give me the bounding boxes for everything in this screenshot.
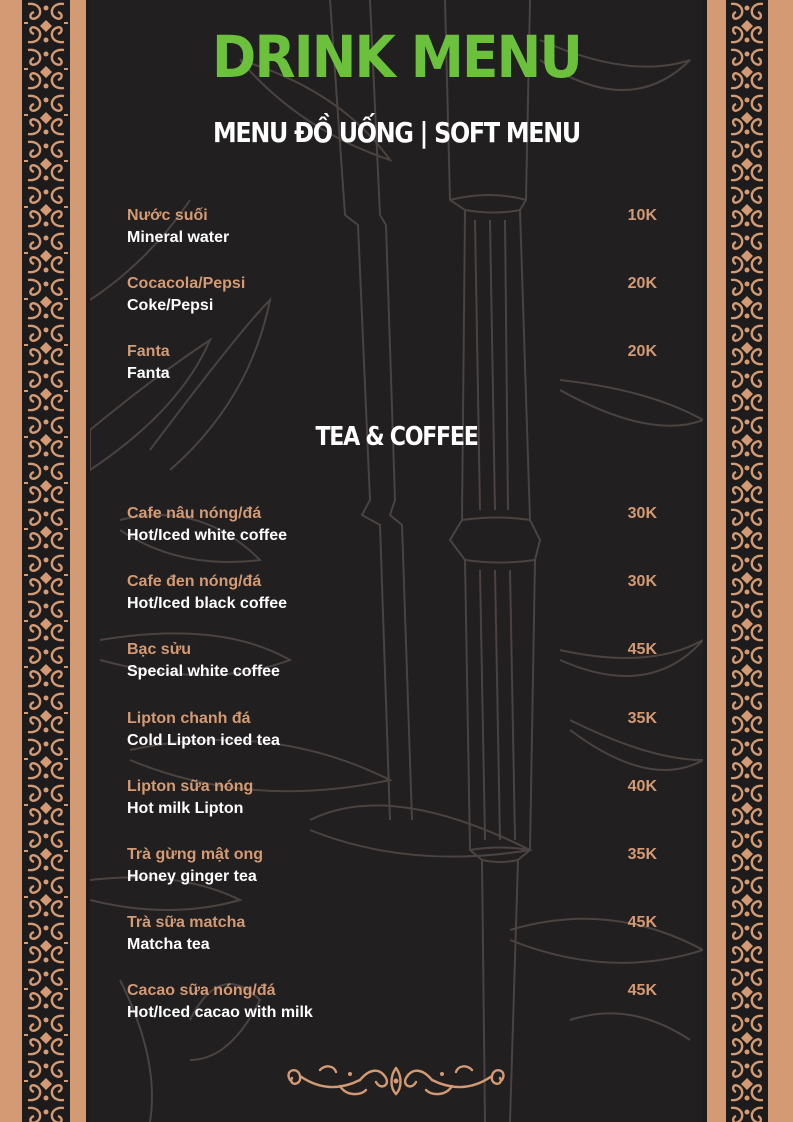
item-name-vn: Cafe nâu nóng/đá	[127, 505, 262, 522]
page-title: DRINK MENU	[212, 23, 581, 91]
ornamental-border-icon	[22, 0, 70, 1122]
item-price: 30K	[627, 505, 657, 522]
item-name-en: Hot/Iced black coffee	[127, 595, 288, 612]
item-price: 40K	[627, 778, 657, 795]
ornamental-border-icon	[726, 0, 768, 1122]
left-ornamental-border	[22, 0, 70, 1122]
menu-item	[127, 503, 657, 547]
item-name-vn: Lipton chanh đá	[127, 710, 251, 727]
menu-item	[127, 980, 657, 1024]
menu-item	[127, 571, 657, 615]
item-price: 45K	[627, 982, 657, 999]
item-name-en: Matcha tea	[127, 936, 210, 953]
item-name-vn: Bạc sửu	[127, 641, 192, 658]
menu-item	[127, 205, 657, 249]
item-name-vn: Cacao sữa nóng/đá	[127, 982, 276, 999]
item-name-vn: Nước suối	[127, 207, 208, 224]
item-price: 10K	[627, 207, 657, 224]
item-name-en: Hot/Iced white coffee	[127, 527, 288, 544]
item-price: 45K	[627, 641, 657, 658]
item-name-vn: Cafe đen nóng/đá	[127, 573, 262, 590]
page-subtitle: MENU ĐỒ UỐNG | SOFT MENU	[213, 116, 580, 149]
item-price: 20K	[627, 343, 657, 360]
item-name-en: Mineral water	[127, 229, 230, 246]
menu-item	[127, 341, 657, 385]
item-name-vn: Cocacola/Pepsi	[127, 275, 246, 292]
item-name-vn: Trà sữa matcha	[127, 914, 246, 931]
right-inner-line	[703, 0, 707, 1122]
scroll-ornament-icon	[280, 1060, 512, 1102]
menu-item	[127, 912, 657, 956]
item-name-en: Hot/Iced cacao with milk	[127, 1004, 313, 1021]
menu-panel	[90, 0, 703, 1122]
item-price: 35K	[627, 710, 657, 727]
item-name-vn: Lipton sữa nóng	[127, 778, 254, 795]
menu-item	[127, 844, 657, 888]
item-price: 30K	[627, 573, 657, 590]
item-name-en: Special white coffee	[127, 663, 280, 680]
menu-item	[127, 273, 657, 317]
item-price: 45K	[627, 914, 657, 931]
item-price: 20K	[627, 275, 657, 292]
menu-item	[127, 639, 657, 683]
item-name-vn: Fanta	[127, 343, 170, 360]
item-name-en: Coke/Pepsi	[127, 297, 214, 314]
item-name-en: Hot milk Lipton	[127, 800, 244, 817]
item-name-vn: Trà gừng mật ong	[127, 846, 264, 863]
item-name-en: Honey ginger tea	[127, 868, 257, 885]
item-name-en: Cold Lipton iced tea	[127, 732, 280, 749]
menu-item	[127, 708, 657, 752]
right-ornamental-border	[726, 0, 768, 1122]
menu-item	[127, 776, 657, 820]
section-title-tea-coffee: TEA & COFFEE	[315, 422, 478, 452]
item-name-en: Fanta	[127, 365, 170, 382]
item-price: 35K	[627, 846, 657, 863]
